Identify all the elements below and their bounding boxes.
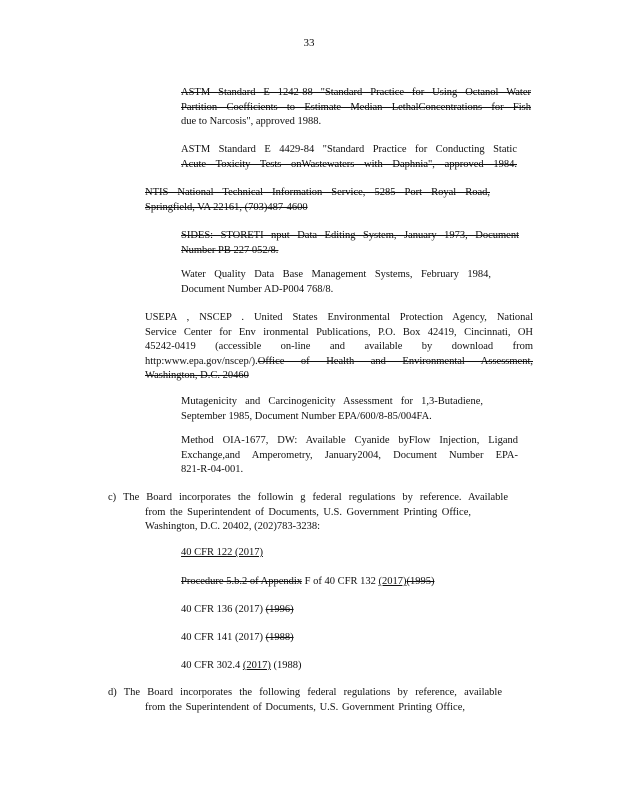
text-line [108, 506, 471, 521]
text-run: SIDES: STORETI nput Data Editing System, January 1973, Document [181, 230, 519, 241]
text-line [181, 158, 517, 173]
text-run: Springfield, VA 22161, (703)487-4600 [145, 201, 308, 213]
page-number: 33 [303, 37, 315, 49]
text-run: Exchange,and Amperometry, January2004, Document Number EPA- [181, 449, 518, 461]
text-line [181, 115, 531, 130]
text-line [181, 410, 483, 425]
text-line [108, 491, 508, 506]
text-run: from the Superintendent of Documents, U.S. Government Printing Office, [145, 701, 465, 713]
text-line [181, 229, 519, 244]
text-line [145, 369, 533, 384]
text-run: Partition Coefficients to Estimate Median LethalConcentrations for Fish [181, 101, 531, 113]
cfr-item-141 [181, 631, 294, 646]
text-run: due to Narcosis", approved 1988. [181, 116, 322, 127]
text-run: Method OIA-1677, DW: Available Cyanide byFlow Injection, Ligand [181, 435, 518, 446]
text-line [181, 244, 519, 259]
cfr-text-run: Procedure 5.b.2 of Appendix [181, 576, 303, 587]
ntis-doc-water-quality [181, 268, 491, 297]
text-line [181, 143, 517, 158]
cfr-text-run: (1988) [265, 632, 294, 643]
cfr-text-run: 40 CFR 141 (2017) [181, 632, 266, 643]
text-line [181, 86, 531, 101]
ntis-entry [145, 186, 490, 215]
text-line [181, 434, 518, 449]
astm-entry-2 [181, 143, 517, 172]
text-run: NTIS National Technical Information Service, 5285 Port Royal Road, [145, 187, 490, 198]
text-line [108, 686, 502, 701]
usepa-doc-method-oia [181, 434, 518, 478]
text-line [145, 186, 490, 201]
cfr-text-run: 40 CFR 136 (2017) [181, 604, 266, 615]
text-run: http:www.epa.gov/nscep/). [145, 355, 258, 367]
cfr-text-run: (1995) [406, 576, 435, 587]
text-run: Document Number AD-P004 768/8. [181, 283, 334, 295]
text-line [145, 355, 533, 370]
usepa-entry [145, 311, 533, 384]
text-run: d) The Board incorporates the following federal regulations by reference, available [108, 687, 502, 698]
text-run: Office of Health and Environmental Assessment, [257, 355, 533, 367]
text-run: Service Center for Env ironmental Publications, P.O. Box 42419, Cincinnati, OH [145, 326, 533, 338]
text-line [145, 311, 533, 326]
text-run: 45242-0419 (accessible on-line and available by download from [145, 341, 533, 352]
cfr-item-132 [181, 575, 434, 590]
text-line [181, 449, 518, 464]
text-line [145, 326, 533, 341]
text-run: 821-R-04-001. [181, 464, 244, 475]
text-line [108, 520, 508, 535]
text-line [181, 395, 483, 410]
cfr-text-run: 40 CFR 122 (2017) [181, 547, 263, 558]
usepa-doc-mutagenicity [181, 395, 483, 424]
text-run: Washington, D.C. 20460 [145, 370, 249, 381]
text-run: c) The Board incorporates the followin g federal regulations by reference. Available [108, 492, 508, 503]
cfr-item-302-4 [181, 659, 301, 674]
text-run: Washington, D.C. 20402, (202)783-3238: [145, 521, 321, 532]
astm-entry-1 [181, 86, 531, 130]
cfr-text-run: 40 CFR 302.4 [181, 660, 243, 671]
text-run: ASTM Standard E 4429-84 "Standard Practice for Conducting Static [181, 144, 517, 155]
text-run: Acute Toxicity Tests onWastewaters with Daphnia", approved 1984. [181, 158, 517, 170]
text-line [181, 283, 491, 298]
text-run: Water Quality Data Base Management Systems, February 1984, [181, 269, 491, 280]
text-run: Mutagenicity and Carcinogenicity Assessment for 1,3-Butadiene, [181, 396, 483, 407]
text-line [181, 268, 491, 283]
text-line [145, 340, 533, 355]
text-run: ASTM Standard E 1242-88 "Standard Practice for Using Octanol Water [181, 87, 531, 98]
cfr-text-run: F of 40 CFR 132 [302, 576, 379, 587]
cfr-text-run: (2017) [242, 660, 271, 671]
cfr-item-136 [181, 603, 294, 618]
cfr-item-122 [181, 546, 263, 561]
text-run: September 1985, Document Number EPA/600/8-85/004FA. [181, 410, 432, 422]
section-c [108, 491, 508, 535]
text-run: USEPA , NSCEP . United States Environmental Protection Agency, National [145, 312, 533, 323]
ntis-doc-sides [181, 229, 519, 258]
section-d [108, 686, 502, 715]
text-run: Number PB 227 052/8. [181, 244, 279, 256]
text-line [108, 701, 465, 716]
text-run: from the Superintendent of Documents, U.S. Government Printing Office, [145, 506, 471, 518]
text-line [181, 101, 531, 116]
cfr-text-run: (2017) [378, 576, 407, 587]
cfr-text-run: (1996) [265, 604, 294, 615]
text-line [181, 463, 518, 478]
text-line [145, 201, 490, 216]
cfr-text-run: (1988) [270, 660, 302, 671]
